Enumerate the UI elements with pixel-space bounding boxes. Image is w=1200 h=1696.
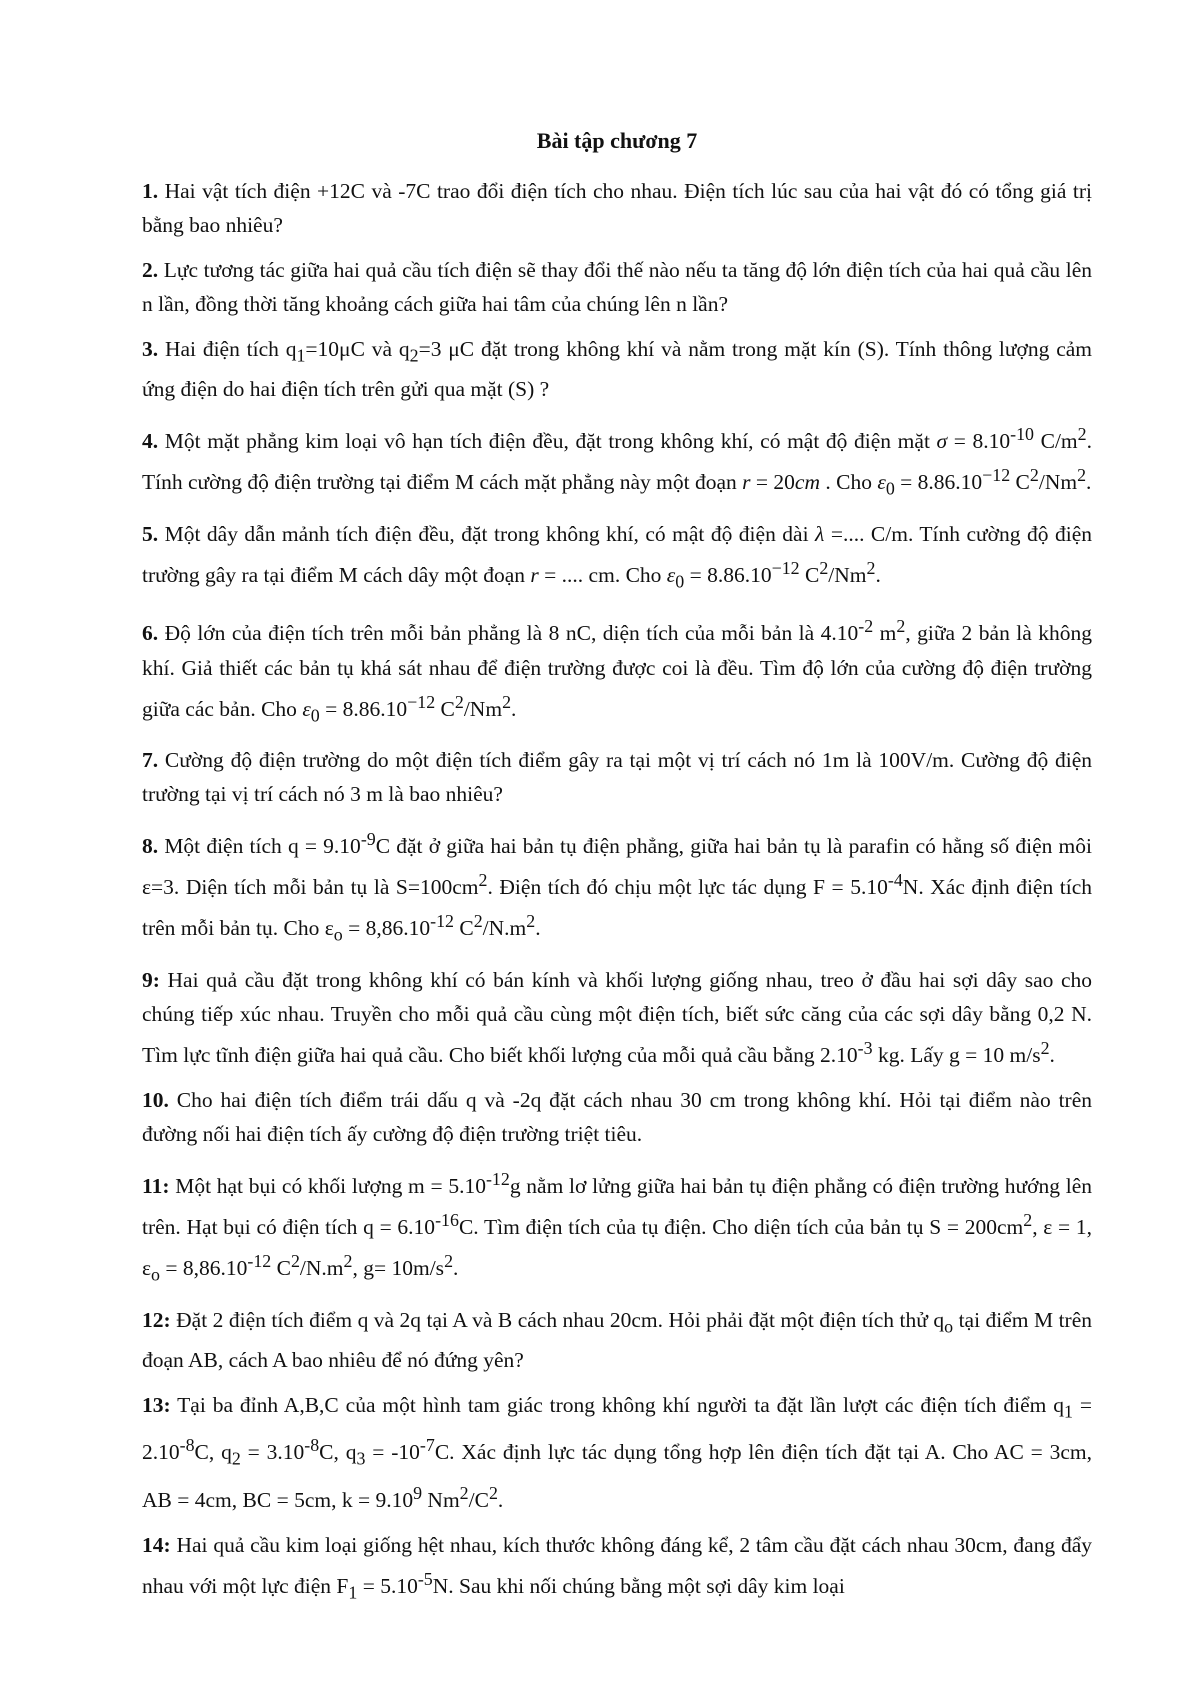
problem-5: 5. Một dây dẫn mảnh tích điện đều, đặt trong không khí, có mật độ điện dài λ =.... C/m. Tính cường độ điện trường gây ra tại điểm M cách dây một đoạn r = .... cm. Cho $\varepsilon_0 = 8.86.10^{-12}$ $C^2/Nm^2$. bbox=[142, 521, 1092, 592]
problem-11: 11: Một hạt bụi có khối lượng $m = 5.10^{-12}g$ nằm lơ lửng giữa hai bản tụ điện phẳng có điện trường hướng lên trên. Hạt bụi có điện tích $q = 6.10^{-16}C$. Tìm điện tích của tụ điện. Cho diện tích của bản tụ $S = 200cm^2$, ε = 1, $\varepsilon_o = 8,86.10^{-12}$ $C^2/N.m^2$, $g= 10m/s^2$. bbox=[142, 1168, 1093, 1285]
problem-number: 12: bbox=[142, 1307, 171, 1332]
problem-4: 4. Một mặt phẳng kim loại vô hạn tích điện đều, đặt trong không khí, có mật độ điện mặt $\sigma = 8.10^{-10}$ $C/m^2$. Tính cường độ điện trường tại điểm M cách mặt phẳng này một đoạn r = 20cm . Cho $\varepsilon_0 = 8.86.10^{-12}$ $C^2/Nm^2$. bbox=[142, 424, 1092, 499]
problem-number: 11: bbox=[142, 1174, 170, 1199]
problem-number: 4. bbox=[142, 429, 159, 454]
problem-9: 9: Hai quả cầu đặt trong không khí có bán kính và khối lượng giống nhau, treo ở đầu hai sợi dây sao cho chúng tiếp xúc nhau. Truyền cho mỗi quả cầu cùng một điện tích, biết sức căng của các sợi dây bằng 0,2 N. Tìm lực tĩnh điện giữa hai quả cầu. Cho biết khối lượng của mỗi quả cầu bằng $2.10^{-3}$ kg. Lấy g = 10 $m/s^2$. bbox=[142, 967, 1092, 1067]
problem-8: 8. Một điện tích $q = 9.10^{-9}C$ đặt ở giữa hai bản tụ điện phẳng, giữa hai bản tụ là parafin có hằng số điện môi ε=3. Diện tích mỗi bản tụ là $S=100cm^2$. Điện tích đó chịu một lực tác dụng $F = 5.10^{-4}N$. Xác định điện tích trên mỗi bản tụ. Cho $\varepsilon_o = 8,86.10^{-12}$ $C^2/N.m^2$. bbox=[142, 828, 1093, 945]
problem-12: 12: Đặt 2 điện tích điểm q và 2q tại A và B cách nhau 20cm. Hỏi phải đặt một điện tích thử $q_o$ tại điểm M trên đoạn AB, cách A bao nhiêu để nó đứng yên? bbox=[142, 1307, 1093, 1372]
problem-number: 3. bbox=[142, 337, 159, 361]
problem-number: 13: bbox=[142, 1392, 171, 1417]
problem-3: 3. Hai điện tích $q_1=10\mu C$ và $q_2=3$ μC đặt trong không khí và nằm trong mặt kín (S). Tính thông lượng cảm ứng điện do hai điện tích trên gửi qua mặt (S) ? bbox=[142, 337, 1093, 402]
problem-number: 2. bbox=[142, 258, 159, 282]
document-page bbox=[142, 128, 1092, 1620]
problem-1: 1. Hai vật tích điện +12C và -7C trao đổi điện tích cho nhau. Điện tích lúc sau của hai vật đó có tổng giá trị bằng bao nhiêu? bbox=[142, 179, 1092, 237]
problem-number: 6. bbox=[142, 621, 159, 646]
problem-number: 9: bbox=[142, 967, 160, 992]
problem-number: 7. bbox=[142, 747, 159, 772]
problem-number: 14: bbox=[142, 1532, 171, 1557]
problem-number: 5. bbox=[142, 521, 159, 546]
problem-6: 6. Độ lớn của điện tích trên mỗi bản phẳng là 8 nC, diện tích của mỗi bản là $4.10^{-2}$ $m^2$, giữa 2 bản là không khí. Giả thiết các bản tụ khá sát nhau để điện trường được coi là đều. Tìm độ lớn của cường độ điện trường giữa các bản. Cho $\varepsilon_0 = 8.86.10^{-12}$ $C^2/Nm^2$. bbox=[142, 616, 1093, 725]
page-title: Bài tập chương 7 bbox=[536, 128, 698, 153]
problem-number: 8. bbox=[142, 834, 159, 859]
problem-7: 7. Cường độ điện trường do một điện tích điểm gây ra tại một vị trí cách nó 1m là 100V/m. Cường độ điện trường tại vị trí cách nó 3 m là bao nhiêu? bbox=[142, 747, 1093, 806]
problem-number: 1. bbox=[142, 179, 159, 203]
problem-2: 2. Lực tương tác giữa hai quả cầu tích điện sẽ thay đổi thế nào nếu ta tăng độ lớn điện tích của hai quả cầu lên n lần, đồng thời tăng khoảng cách giữa hai tâm của chúng lên n lần? bbox=[142, 258, 1092, 316]
problem-14: 14: Hai quả cầu kim loại giống hệt nhau, kích thước không đáng kể, 2 tâm cầu đặt cách nhau 30cm, đang đẩy nhau với một lực điện $F_1 = 5.10^{-5}N$. Sau khi nối chúng bằng một sợi dây kim loại bbox=[142, 1532, 1093, 1603]
problem-13: 13: Tại ba đỉnh A,B,C của một hình tam giác trong không khí người ta đặt lần lượt các điện tích điểm $q_1 = 2.10^{-8}C$, $q_2 = 3.10^{-8}C$, $q_3 = -10^{-7}C$. Xác định lực tác dụng tổng hợp lên điện tích đặt tại A. Cho AC = 3cm, AB = 4cm, BC = 5cm, $k = 9.10^9$ $Nm^2/C^2$. bbox=[142, 1392, 1092, 1512]
problem-10: 10. Cho hai điện tích điểm trái dấu q và -2q đặt cách nhau 30 cm trong không khí. Hỏi tại điểm nào trên đường nối hai điện tích ấy cường độ điện trường triệt tiêu. bbox=[142, 1087, 1092, 1146]
problem-number: 10. bbox=[142, 1087, 169, 1112]
